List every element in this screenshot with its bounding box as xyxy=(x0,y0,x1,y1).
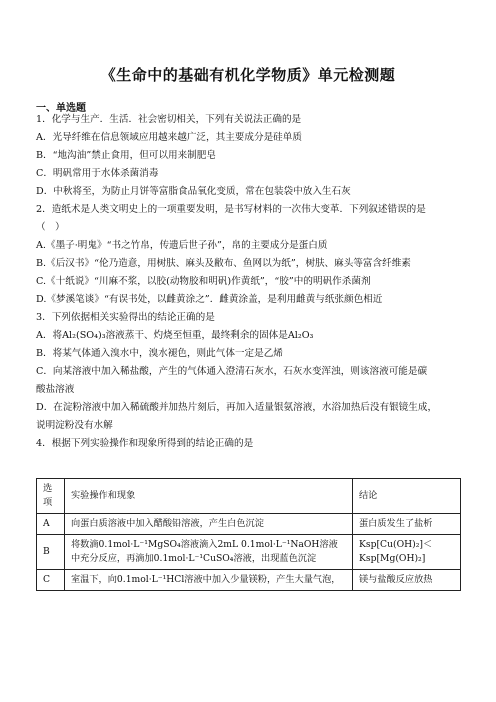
row-conclusion: 镁与盐酸反应放热 xyxy=(353,570,461,591)
q3-option-c-cont: 酸盐溶液 xyxy=(36,384,75,395)
header-option: 选项 xyxy=(37,479,65,514)
q2-option-a: A.《墨子·明鬼》“书之竹帛，传遗后世子孙”，帛的主要成分是蛋白质 xyxy=(36,240,328,251)
row-operation: 向蛋白质溶液中加入醋酸铅溶液，产生白色沉淀 xyxy=(65,514,353,535)
q3-option-d: D．在淀粉溶液中加入稀硫酸并加热片刻后，再加入适量银氨溶液，水浴加热后没有银镜生成， xyxy=(36,402,438,413)
table-row xyxy=(37,535,461,570)
row-operation: 室温下，向0.1mol·L⁻¹HCl溶液中加入少量镁粉，产生大量气泡， xyxy=(65,570,353,591)
q2-option-d: D.《梦溪笔谈》“有误书处，以雌黄涂之”．雌黄涂盖，是利用雌黄与纸张颜色相近 xyxy=(36,294,383,305)
q1-option-b: B．“地沟油”禁止食用，但可以用来制肥皂 xyxy=(36,150,216,161)
q1-option-c: C．明矾常用于水体杀菌消毒 xyxy=(36,168,159,179)
row-operation: 将数滴0.1mol·L⁻¹MgSO₄溶液滴入2mL 0.1mol·L⁻¹NaOH溶液中充分反应，再滴加0.1mol·L⁻¹CuSO₄溶液，出现蓝色沉淀 xyxy=(65,535,353,570)
q3-option-b: B．将某气体通入溴水中，溴水褪色，则此气体一定是乙烯 xyxy=(36,348,283,359)
row-label: A xyxy=(37,514,65,535)
q4-table xyxy=(36,478,461,591)
page-title: 《生命中的基础有机化学物质》单元检测题 xyxy=(100,66,396,84)
q3-option-d-cont: 说明淀粉没有水解 xyxy=(36,420,113,431)
q3-option-a: A．将Al₂(SO₄)₃溶液蒸干、灼烧至恒重，最终剩余的固体是Al₂O₃ xyxy=(36,330,314,341)
header-operation: 实验操作和现象 xyxy=(65,479,353,514)
question-4: 4．根据下列实验操作和现象所得到的结论正确的是 xyxy=(36,438,254,449)
row-label: B xyxy=(37,535,65,570)
question-2: 2．造纸术是人类文明史上的一项重要发明，是书写材料的一次伟大变革．下列叙述错误的是 xyxy=(36,204,426,215)
q2-option-c: C.《十纸说》“川麻不浆，以胶(动物胶和明矾)作黄纸”，“胶”中的明矾作杀菌剂 xyxy=(36,276,371,287)
q1-option-a: A．光导纤维在信息领域应用越来越广泛，其主要成分是硅单质 xyxy=(36,132,302,143)
table-header-row xyxy=(37,479,461,514)
row-conclusion: Ksp[Cu(OH)₂]＜Ksp[Mg(OH)₂] xyxy=(353,535,461,570)
table-row xyxy=(37,570,461,591)
question-1: 1．化学与生产．生活．社会密切相关，下列有关说法正确的是 xyxy=(36,114,302,125)
section-heading: 一、单选题 xyxy=(36,103,86,114)
row-conclusion: 蛋白质发生了盐析 xyxy=(353,514,461,535)
q3-option-c: C．向某溶液中加入稀盐酸，产生的气体通入澄清石灰水，石灰水变浑浊，则该溶液可能是碳 xyxy=(36,366,428,377)
question-2-blank: （ ） xyxy=(36,222,65,233)
question-3: 3．下列依据相关实验得出的结论正确的是 xyxy=(36,312,215,323)
q2-option-b: B.《后汉书》“伦乃造意，用树肤、麻头及敝布、鱼网以为纸”，树肤、麻头等富含纤维素 xyxy=(36,258,411,269)
table-row xyxy=(37,514,461,535)
q1-option-d: D．中秋将至，为防止月饼等富脂食品氧化变质，常在包装袋中放入生石灰 xyxy=(36,186,351,197)
header-conclusion: 结论 xyxy=(353,479,461,514)
row-label: C xyxy=(37,570,65,591)
